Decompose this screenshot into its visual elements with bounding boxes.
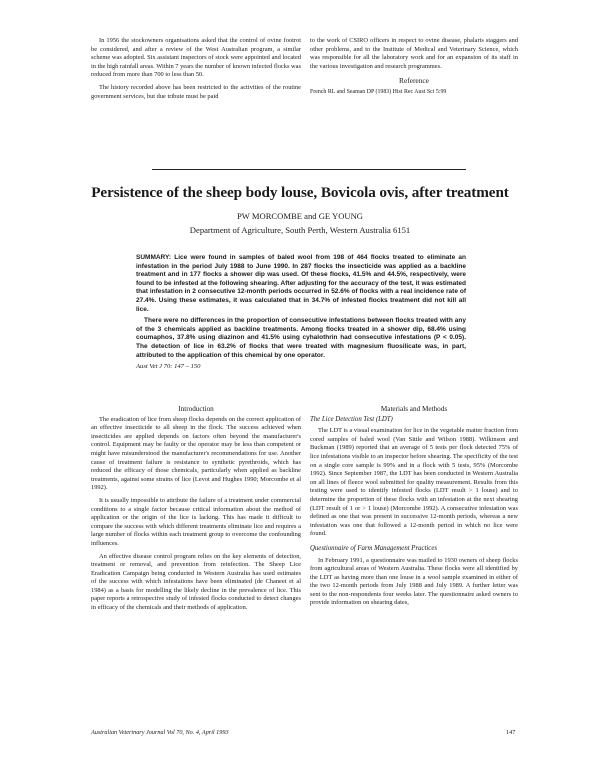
section-heading-introduction: Introduction (178, 405, 214, 413)
subsection-heading: Questionnaire of Farm Management Practices (310, 544, 437, 552)
article-title: Persistence of the sheep body louse, Bovicola ovis, after treatment (91, 184, 509, 201)
body-paragraph: In February 1991, a questionnaire was mailed to 1930 owners of sheep flocks from agricultural areas of Western Australia. These flocks were all identified by the LDT as having more than one louse in a wool sample examined in either of the two 12-month periods from July 1988 and July 1989. A further letter was sent to the non-respondents four weeks later. The questionnaire asked owners to provide information on shearing dates, (310, 556, 518, 607)
summary-paragraph: SUMMARY: Lice were found in samples of baled wool from 198 of 464 flocks treated to eliminate an infestation in the period July 1988 to June 1990. In 287 flocks the insecticide was applied as a backline treatment and in 177 flocks a shower dip was used. Of these flocks, 41.5% and 44.5%, respectively, were found to be infested at the following shearing. After adjusting for the accuracy of the test, it was estimated that infestation in 2 consecutive 12-month periods occurred in 52.6% of flocks with a real incidence rate of 27.4%. Using these estimates, it was calculated that in 34.7% of infested flocks treatment did not kill all lice. (136, 254, 466, 313)
article-authors: PW MORCOMBE and GE YOUNG (236, 211, 364, 221)
previous-article-left-column (91, 37, 301, 105)
body-paragraph: The eradication of lice from sheep flocks depends on the correct application of an effective insecticide to all sheep in the flock. The success achieved when insecticides are applied depends on factors often beyond the manufacturer's control. Equipment may be faulty or the operator may be less than competent or might have misunderstood the manufacturer's recommendations for use. Another cause of treatment failure is resistance to synthetic pyrethroids, which has reduced the efficacy of those chemicals, particularly when applied as backline treatments, against some strains of lice (Levot and Hughes 1990; Morcombe et al 1992). (91, 415, 301, 492)
previous-article-right-column (310, 37, 518, 101)
body-paragraph: The history recorded above has been restricted to the activities of the routine government services, but due tribute must be paid (91, 83, 301, 100)
journal-footer: Australian Veterinary Journal Vol 70, No. 4, April 1993 (91, 729, 229, 736)
reference-heading: Reference (399, 76, 429, 86)
author-affiliation: Department of Agriculture, South Perth, Western Australia 6151 (189, 225, 411, 235)
body-paragraph: to the work of CSIRO officers in respect to ovine disease, phalaris staggers and other problems, and to the Institute of Medical and Veterinary Science, which was responsible for all the laboratory work and for an expansion of its staff in the various investigation and research programmes. (310, 37, 518, 70)
body-paragraph: It is usually impossible to attribute the failure of a treatment under commercial conditions to a single factor because critical information about the method of application or the origin of the lice is lacking. This has made it difficult to compare the success with which different treatments eliminate lice and requires a large number of flocks within each treatment group to overcome the confounding influences. (91, 496, 301, 547)
introduction-column (91, 405, 301, 617)
body-paragraph: The LDT is a visual examination for lice in the vegetable matter fraction from cored samples of baled wool (Van Sittle and Wilson 1988). Wilkinson and Buckman (1989) reported that an average of 5 tests per flock detected 75% of lice infestations visible to an inspector before shearing. The specificity of the test on a single core sample is 99% and in a flock with 5 tests, 95% (Morcombe 1992). Since September 1987, the LDT has been conducted in Western Australia on all lines of fleece wool submitted for quality measurement. Results from this testing were used to identify infested flocks (LDT result > 1 louse) and to determine the proportion of these flocks with an infestation at the next shearing (LDT result of 1 or > 1 louse) (Morcombe 1992). A consecutive infestation was defined as one that was present in successive 12-month periods, whereas a new infestation was one that followed a 12-month period in which no lice were found. (310, 427, 518, 538)
article-summary (136, 254, 466, 372)
body-paragraph: In 1956 the stockowners organisations asked that the control of ovine footrot be considered, and after a review of the West Australian program, a similar scheme was adopted. Six assistant inspectors of stock were appointed and located in the high rainfall areas. Within 7 years the number of known infected flocks was reduced from more than 700 to less than 50. (91, 37, 301, 79)
journal-citation: Aust Vet J 70: 147 – 150 (136, 363, 201, 371)
section-heading-methods: Materials and Methods (380, 405, 448, 413)
body-paragraph: An effective disease control program relies on the key elements of detection, treatment or removal, and prevention from reinfection. The Sheep Lice Eradication Campaign being conducted in Western Australia has used estimates of the success with which infestations have been eliminated (de Chaneet et al 1984) as a basis for modelling the likely decline in the prevalence of lice. This paper reports a retrospective study of infested flocks conducted to detect changes in efficacy of the chemicals and their methods of application. (91, 552, 301, 612)
methods-column (310, 405, 518, 612)
subsection-heading: The Lice Detection Test (LDT) (310, 415, 393, 423)
summary-paragraph: There were no differences in the proportion of consecutive infestations between flocks treated with any of the 3 chemicals applied as backline treatments. Among flocks treated in a shower dip, 68.4% using coumaphos, 37.8% using diazinon and 41.5% using cyhalothrin had consecutive infestations (P < 0.05). The detection of lice in 63.2% of flocks that were treated with magnesium fluosilicate was, in part, attributed to the application of this chemical by one operator. (136, 317, 466, 359)
page-number: 147 (506, 729, 516, 736)
section-divider (152, 169, 466, 170)
reference-entry: French RL and Seaman DP (1983) Hist Rec Aust Sci 5:99 (310, 88, 447, 95)
